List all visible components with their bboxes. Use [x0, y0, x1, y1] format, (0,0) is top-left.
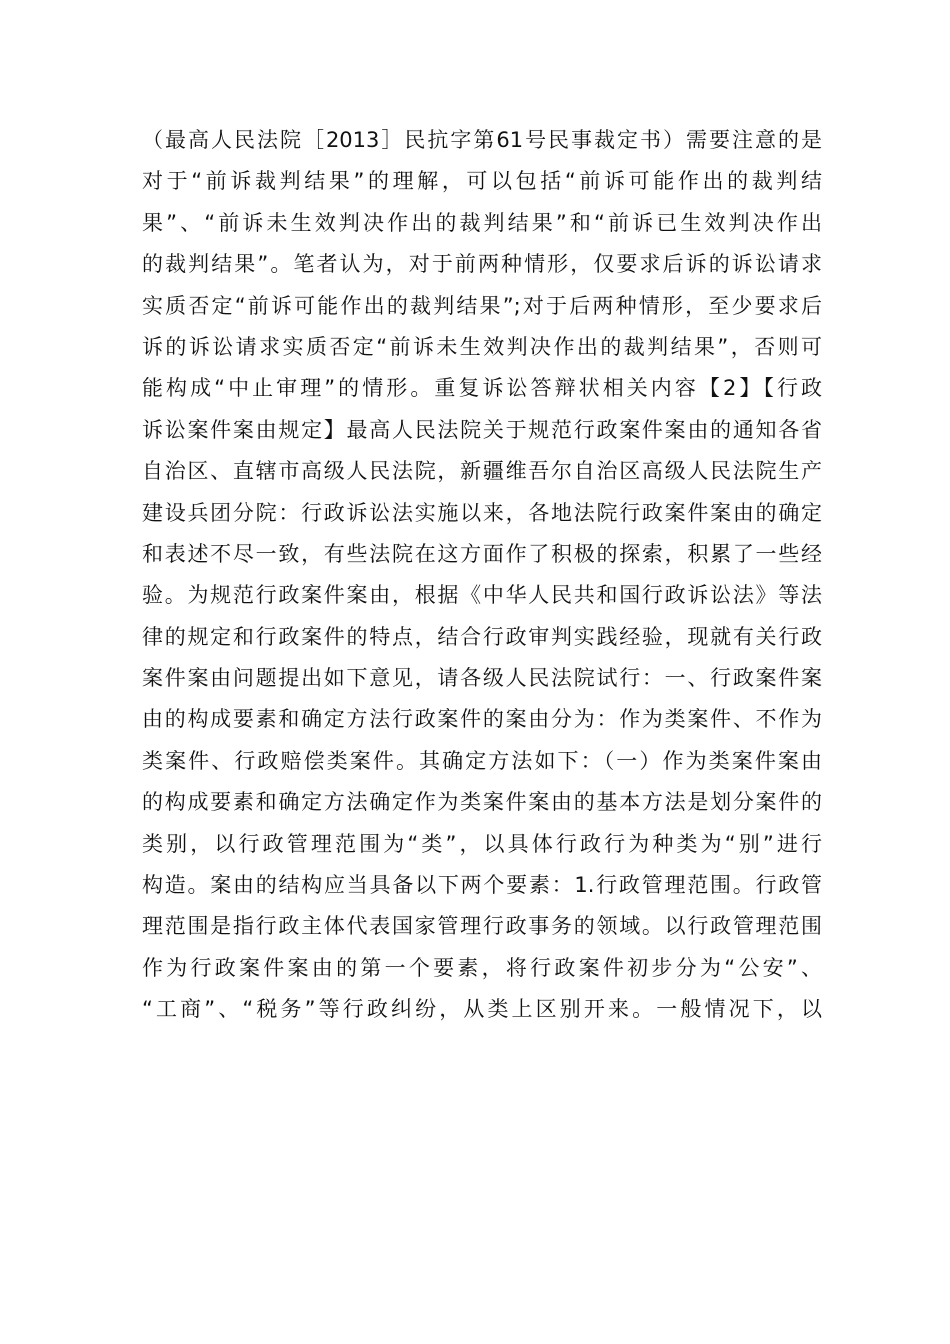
text-line: 的裁判结果”。笔者认为，对于前两种情形，仅要求后诉的诉讼请求 — [142, 252, 822, 277]
text-line: “工商”、“税务”等行政纠纷，从类上区别开来。一般情况下，以 — [142, 997, 822, 1022]
text-line: 能构成“中止审理”的情形。重复诉讼答辩状相关内容【2】【行政 — [142, 376, 822, 401]
text-line: 类案件、行政赔偿类案件。其确定方法如下：（一）作为类案件案由 — [142, 748, 822, 773]
text-line: 实质否定“前诉可能作出的裁判结果”;对于后两种情形，至少要求后 — [142, 293, 822, 318]
text-line: 诉的诉讼请求实质否定“前诉未生效判决作出的裁判结果”，否则可 — [142, 334, 822, 359]
text-line: 由的构成要素和确定方法行政案件的案由分为：作为类案件、不作为 — [142, 707, 822, 732]
text-line: 的构成要素和确定方法确定作为类案件案由的基本方法是划分案件的 — [142, 790, 822, 815]
text-line: 对于“前诉裁判结果”的理解，可以包括“前诉可能作出的裁判结 — [142, 169, 822, 194]
text-line: 律的规定和行政案件的特点，结合行政审判实践经验，现就有关行政 — [142, 624, 822, 649]
text-line: 验。为规范行政案件案由，根据《中华人民共和国行政诉讼法》等法 — [142, 583, 822, 608]
text-line: 类别，以行政管理范围为“类”，以具体行政行为种类为“别”进行 — [142, 831, 822, 856]
text-line: 和表述不尽一致，有些法院在这方面作了积极的探索，积累了一些经 — [142, 541, 822, 566]
text-line: （最高人民法院［2013］民抗字第61号民事裁定书）需要注意的是 — [142, 128, 822, 152]
text-line: 建设兵团分院：行政诉讼法实施以来，各地法院行政案件案由的确定 — [142, 500, 822, 525]
text-line: 果”、“前诉未生效判决作出的裁判结果”和“前诉已生效判决作出 — [142, 210, 822, 235]
text-line: 自治区、直辖市高级人民法院，新疆维吾尔自治区高级人民法院生产 — [142, 459, 822, 484]
body-text — [142, 120, 822, 1031]
text-line: 诉讼案件案由规定】最高人民法院关于规范行政案件案由的通知各省 — [142, 417, 822, 442]
text-line: 作为行政案件案由的第一个要素，将行政案件初步分为“公安”、 — [142, 955, 822, 980]
text-line: 案件案由问题提出如下意见，请各级人民法院试行：一、行政案件案 — [142, 666, 822, 691]
text-line: 理范围是指行政主体代表国家管理行政事务的领域。以行政管理范围 — [142, 914, 822, 939]
text-line: 构造。案由的结构应当具备以下两个要素：1.行政管理范围。行政管 — [142, 873, 822, 898]
